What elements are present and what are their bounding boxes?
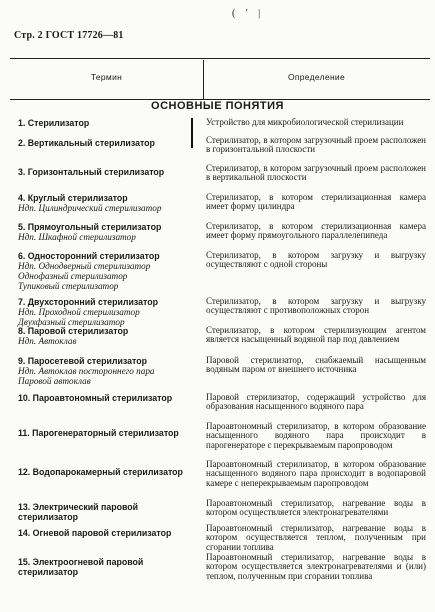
- term-cell: [14, 528, 192, 538]
- definition-cell: Пароавтономный стерилизатор, нагревание воды в котором осуществляется электронагревателями и (или) теплом, полученным при сгорании топлива: [206, 552, 426, 581]
- term-cell: [14, 167, 192, 177]
- term-name: 2. Вертикальный стерилизатор: [18, 138, 155, 148]
- table-top-border: [10, 58, 430, 59]
- term-cell: [14, 193, 192, 213]
- term-synonym: Двухфазный стерилизатор: [18, 317, 125, 327]
- term-name: 11. Парогенераторный стерилизатор: [18, 428, 179, 438]
- term-cell: [14, 118, 192, 128]
- term-cell: [14, 138, 192, 148]
- term-name: 14. Огневой паровой стерилизатор: [18, 528, 172, 538]
- term-synonym: Ндп. Однодверный стерилизатор: [18, 261, 151, 271]
- definition-cell: Пароавтономный стерилизатор, в котором образование насыщенного водяного пара происходит в парогенераторе с перекрываемым паропроводом: [206, 421, 426, 450]
- term-name: 7. Двухсторонний стерилизатор: [18, 297, 158, 307]
- term-cell: [14, 251, 192, 291]
- term-cell: [14, 428, 192, 438]
- term-name: 4. Круглый стерилизатор: [18, 193, 128, 203]
- definition-cell: Паровой стерилизатор, снабжаемый насыщенным водяным паром от внешнего источника: [206, 355, 426, 375]
- term-synonym: Тупиковый стерилизатор: [18, 281, 119, 291]
- term-synonym: Ндп. Цилиндрический стерилизатор: [18, 203, 162, 213]
- term-name: 1. Стерилизатор: [18, 118, 90, 128]
- term-synonym: Паровой автоклав: [18, 376, 91, 386]
- term-name: 8. Паровой стерилизатор: [18, 326, 129, 336]
- term-name: 13. Электрический паровой стерилизатор: [18, 502, 139, 522]
- term-name: 10. Пароавтономный стерилизатор: [18, 393, 173, 403]
- term-synonym: Ндп. Автоклав постороннего пара: [18, 366, 155, 376]
- term-cell: [14, 557, 192, 577]
- definition-cell: Стерилизатор, в котором стерилизационная камера имеет форму прямоугольного параллелепипеда: [206, 221, 426, 241]
- definition-cell: Пароавтономный стерилизатор, нагревание воды в котором осуществляется теплом, полученным при сгорании топлива: [206, 523, 426, 552]
- definition-cell: Устройство для микробиологической стерилизации: [206, 117, 404, 127]
- term-name: 12. Водопарокамерный стерилизатор: [18, 467, 183, 477]
- term-cell: [14, 297, 192, 327]
- term-name: 15. Электроогневой паровой стерилизатор: [18, 557, 144, 577]
- term-cell: [14, 222, 192, 242]
- term-cell: [14, 467, 192, 477]
- term-cell: [14, 502, 192, 522]
- page-header: Стр. 2 ГОСТ 17726—81: [14, 30, 124, 41]
- section-title: ОСНОВНЫЕ ПОНЯТИЯ: [151, 100, 284, 112]
- definition-cell: Стерилизатор, в котором загрузку и выгрузку осуществляют с одной стороны: [206, 250, 426, 270]
- term-cell: [14, 393, 192, 403]
- term-synonym: Ндп. Проходной стерилизатор: [18, 307, 140, 317]
- term-cell: [14, 356, 192, 386]
- column-header-definition: Определение: [287, 72, 346, 82]
- term-synonym: Ндп. Шкафной стерилизатор: [18, 232, 136, 242]
- term-synonym: Ндп. Автоклав: [18, 336, 77, 346]
- definition-cell: Пароавтономный стерилизатор, нагревание воды в котором осуществляется электронагревателями: [206, 498, 426, 518]
- definition-cell: Стерилизатор, в котором загрузку и выгрузку осуществляют с противоположных сторон: [206, 296, 426, 316]
- column-header-term: Термин: [90, 72, 123, 82]
- term-name: 5. Прямоугольный стерилизатор: [18, 222, 162, 232]
- definition-cell: Стерилизатор, в котором стерилизующим агентом является насыщенный водяной пар под давлением: [206, 325, 426, 345]
- definition-cell: Пароавтономный стерилизатор, в котором образование насыщенного водяного пара происходит в водопаровой камере с неперекрываемым паропроводом: [206, 459, 426, 488]
- term-synonym: Однофазный стерилизатор: [18, 271, 128, 281]
- term-name: 9. Паросетевой стерилизатор: [18, 356, 147, 366]
- definition-cell: Стерилизатор, в котором загрузочный проем расположен в вертикальной плоскости: [206, 163, 426, 183]
- definition-cell: Стерилизатор, в котором стерилизационная камера имеет форму цилиндра: [206, 192, 426, 212]
- definition-cell: Паровой стерилизатор, содержащий устройство для образования насыщенного водяного пара: [206, 392, 426, 412]
- term-name: 6. Односторонний стерилизатор: [18, 251, 160, 261]
- top-marks: ( ' |: [232, 8, 265, 19]
- term-name: 3. Горизонтальный стерилизатор: [18, 167, 165, 177]
- definition-cell: Стерилизатор, в котором загрузочный проем расположен в горизонтальной плоскости: [206, 135, 426, 155]
- term-cell: [14, 326, 192, 346]
